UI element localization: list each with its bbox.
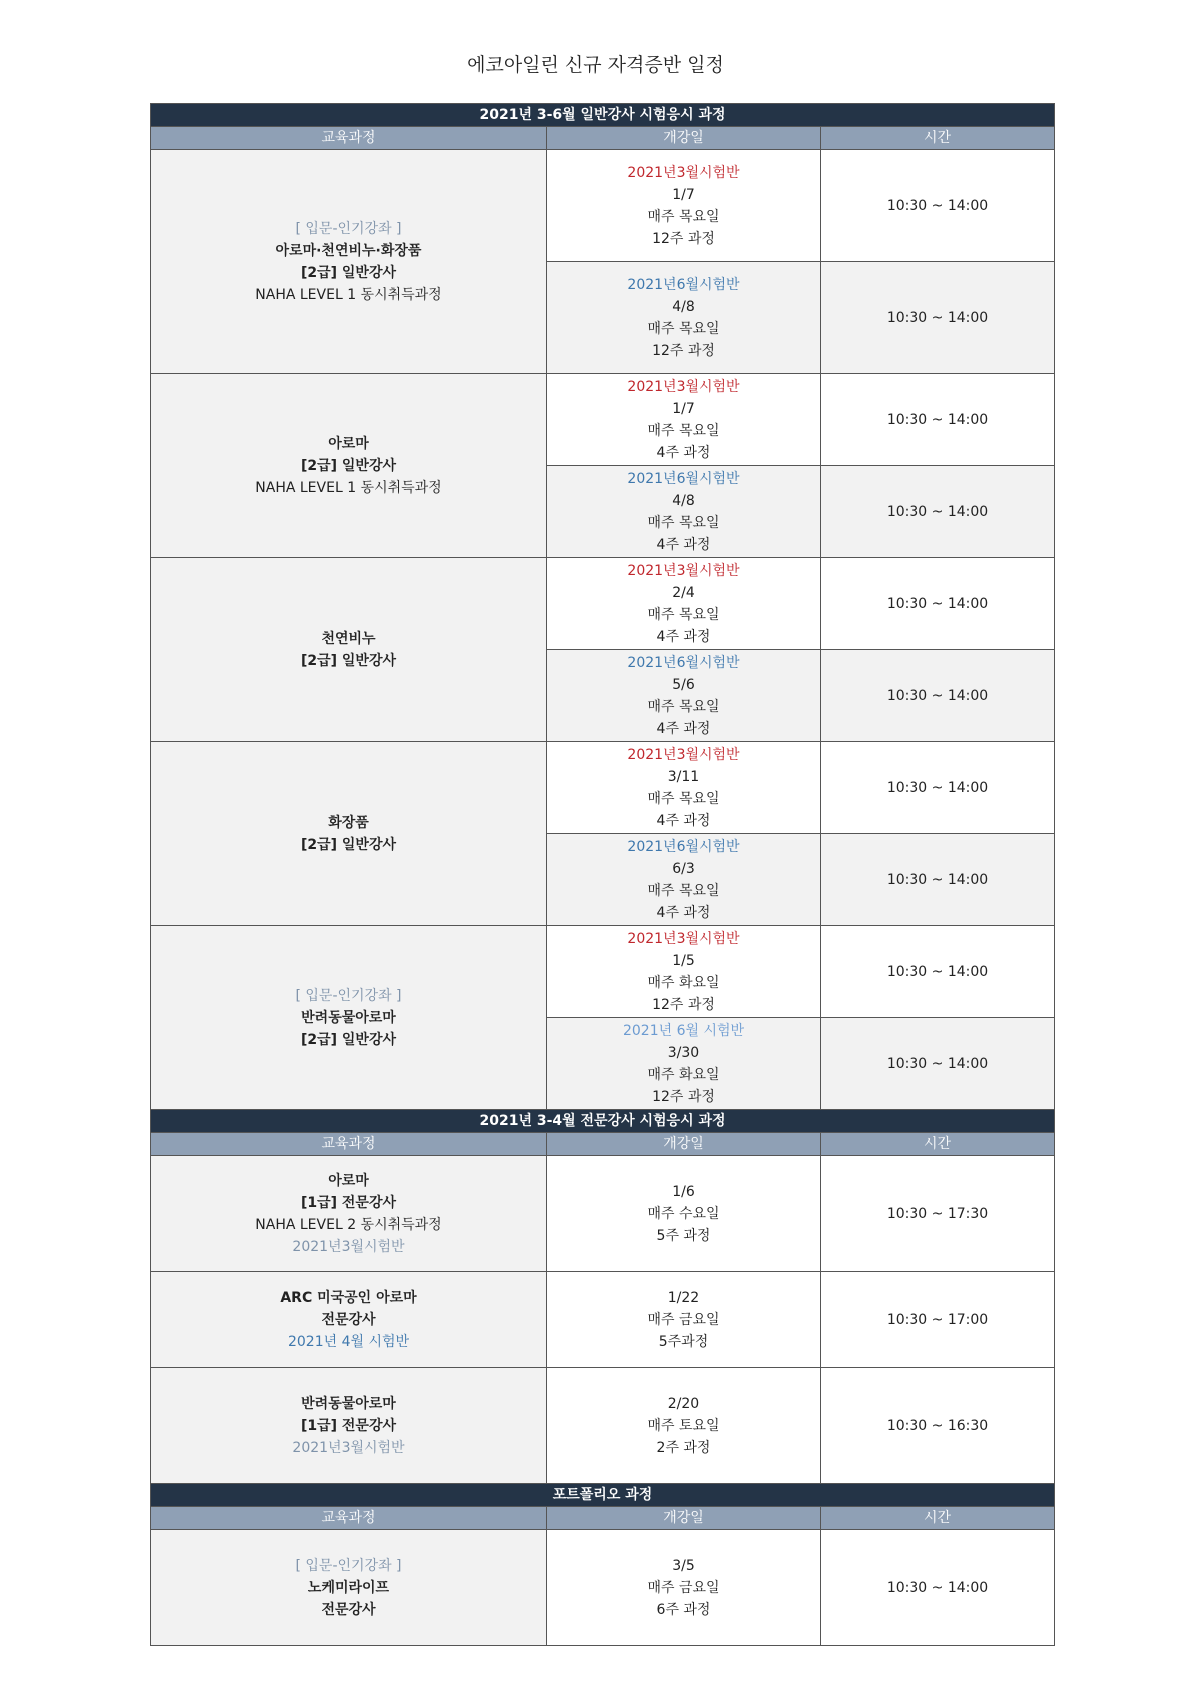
course-cell bbox=[151, 558, 547, 742]
time-cell: 10:30 ~ 14:00 bbox=[821, 262, 1055, 374]
start-date-cell bbox=[547, 1272, 821, 1368]
weekday: 매주 목요일 bbox=[647, 790, 720, 807]
time-cell: 10:30 ~ 16:30 bbox=[821, 1368, 1055, 1484]
start-date-cell bbox=[547, 262, 821, 374]
duration: 5주 과정 bbox=[656, 1227, 711, 1244]
weekday: 매주 금요일 bbox=[647, 1579, 720, 1596]
duration: 4주 과정 bbox=[656, 536, 711, 553]
course-name-line: 화장품 bbox=[328, 814, 369, 831]
column-header-row bbox=[151, 127, 1055, 150]
start-date-cell bbox=[547, 650, 821, 742]
course-name-line: NAHA LEVEL 1 동시취득과정 bbox=[255, 286, 442, 303]
start-date-cell bbox=[547, 150, 821, 262]
start-date: 2/4 bbox=[672, 584, 695, 601]
start-date-cell bbox=[547, 742, 821, 834]
table-row bbox=[151, 1530, 1055, 1646]
duration: 4주 과정 bbox=[656, 904, 711, 921]
course-name-line: 노케미라이프 bbox=[307, 1579, 390, 1596]
course-name-line: 반려동물아로마 bbox=[301, 1009, 396, 1026]
weekday: 매주 수요일 bbox=[647, 1205, 720, 1222]
table-row bbox=[151, 742, 1055, 834]
start-date-cell bbox=[547, 374, 821, 466]
course-name-line: [2급] 일반강사 bbox=[300, 1031, 397, 1048]
column-header-start-date: 개강일 bbox=[547, 127, 821, 150]
start-date: 2/20 bbox=[667, 1395, 700, 1412]
course-name-line: [2급] 일반강사 bbox=[300, 836, 397, 853]
table-row bbox=[151, 1156, 1055, 1272]
weekday: 매주 금요일 bbox=[647, 1311, 720, 1328]
exam-class-label: 2021년3월시험반 bbox=[627, 930, 740, 947]
duration: 12주 과정 bbox=[652, 342, 715, 359]
column-header-start-date: 개강일 bbox=[547, 1133, 821, 1156]
exam-class-label: 2021년3월시험반 bbox=[627, 164, 740, 181]
time-cell: 10:30 ~ 17:00 bbox=[821, 1272, 1055, 1368]
table-row bbox=[151, 926, 1055, 1018]
course-name-line: 아로마 bbox=[328, 435, 369, 452]
course-name-line: [1급] 전문강사 bbox=[300, 1417, 397, 1434]
course-name-line: [ 입문-인기강좌 ] bbox=[295, 220, 402, 237]
time-cell: 10:30 ~ 14:00 bbox=[821, 1530, 1055, 1646]
course-cell bbox=[151, 374, 547, 558]
section-header-row bbox=[151, 1110, 1055, 1133]
section-title: 포트폴리오 과정 bbox=[151, 1484, 1055, 1507]
start-date: 1/7 bbox=[672, 186, 695, 203]
exam-class-label: 2021년6월시험반 bbox=[627, 654, 740, 671]
schedule-table bbox=[150, 103, 1055, 1646]
course-name-line: NAHA LEVEL 2 동시취득과정 bbox=[255, 1216, 442, 1233]
table-row bbox=[151, 150, 1055, 262]
course-name-line: 전문강사 bbox=[321, 1311, 376, 1328]
weekday: 매주 목요일 bbox=[647, 514, 720, 531]
start-date: 5/6 bbox=[672, 676, 695, 693]
section-title: 2021년 3-6월 일반강사 시험응시 과정 bbox=[151, 104, 1055, 127]
course-cell bbox=[151, 1368, 547, 1484]
column-header-course: 교육과정 bbox=[151, 1133, 547, 1156]
exam-class-label: 2021년3월시험반 bbox=[627, 378, 740, 395]
time-cell: 10:30 ~ 14:00 bbox=[821, 150, 1055, 262]
start-date-cell bbox=[547, 466, 821, 558]
start-date: 1/7 bbox=[672, 400, 695, 417]
weekday: 매주 목요일 bbox=[647, 882, 720, 899]
document-title: 에코아일린 신규 자격증반 일정 bbox=[467, 54, 724, 76]
column-header-start-date: 개강일 bbox=[547, 1507, 821, 1530]
weekday: 매주 화요일 bbox=[647, 1066, 720, 1083]
time-cell: 10:30 ~ 14:00 bbox=[821, 926, 1055, 1018]
course-name-line: [2급] 일반강사 bbox=[300, 652, 397, 669]
start-date-cell bbox=[547, 926, 821, 1018]
duration: 4주 과정 bbox=[656, 628, 711, 645]
time-cell: 10:30 ~ 14:00 bbox=[821, 834, 1055, 926]
weekday: 매주 목요일 bbox=[647, 698, 720, 715]
course-cell bbox=[151, 1530, 547, 1646]
column-header-time: 시간 bbox=[821, 1507, 1055, 1530]
start-date-cell bbox=[547, 1530, 821, 1646]
exam-class-label: 2021년6월시험반 bbox=[627, 838, 740, 855]
table-row bbox=[151, 374, 1055, 466]
course-name-line: ARC 미국공인 아로마 bbox=[280, 1289, 417, 1306]
section-header-row bbox=[151, 1484, 1055, 1507]
duration: 5주과정 bbox=[658, 1333, 709, 1350]
course-name-line: NAHA LEVEL 1 동시취득과정 bbox=[255, 479, 442, 496]
course-name-line: [ 입문-인기강좌 ] bbox=[295, 987, 402, 1004]
course-name-line: 전문강사 bbox=[321, 1601, 376, 1618]
start-date-cell bbox=[547, 1018, 821, 1110]
course-name-line: 2021년 4월 시험반 bbox=[287, 1333, 410, 1350]
start-date: 1/5 bbox=[672, 952, 695, 969]
time-cell: 10:30 ~ 17:30 bbox=[821, 1156, 1055, 1272]
section-title: 2021년 3-4월 전문강사 시험응시 과정 bbox=[151, 1110, 1055, 1133]
exam-class-label: 2021년6월시험반 bbox=[627, 470, 740, 487]
weekday: 매주 목요일 bbox=[647, 606, 720, 623]
start-date: 6/3 bbox=[672, 860, 695, 877]
exam-class-label: 2021년6월시험반 bbox=[627, 276, 740, 293]
course-cell bbox=[151, 1272, 547, 1368]
duration: 6주 과정 bbox=[656, 1601, 711, 1618]
course-name-line: 아로마·천연비누·화장품 bbox=[275, 242, 422, 259]
course-name-line: [ 입문-인기강좌 ] bbox=[295, 1557, 402, 1574]
start-date: 4/8 bbox=[672, 492, 695, 509]
start-date: 3/11 bbox=[667, 768, 700, 785]
course-cell bbox=[151, 150, 547, 374]
exam-class-label: 2021년3월시험반 bbox=[627, 562, 740, 579]
course-cell bbox=[151, 926, 547, 1110]
time-cell: 10:30 ~ 14:00 bbox=[821, 650, 1055, 742]
duration: 4주 과정 bbox=[656, 720, 711, 737]
exam-class-label: 2021년 6월 시험반 bbox=[622, 1022, 745, 1039]
time-cell: 10:30 ~ 14:00 bbox=[821, 558, 1055, 650]
course-name-line: [2급] 일반강사 bbox=[300, 457, 397, 474]
start-date: 1/22 bbox=[667, 1289, 700, 1306]
time-cell: 10:30 ~ 14:00 bbox=[821, 1018, 1055, 1110]
start-date: 4/8 bbox=[672, 298, 695, 315]
course-name-line: 2021년3월시험반 bbox=[292, 1238, 405, 1255]
weekday: 매주 목요일 bbox=[647, 208, 720, 225]
duration: 4주 과정 bbox=[656, 444, 711, 461]
column-header-row bbox=[151, 1507, 1055, 1530]
column-header-time: 시간 bbox=[821, 127, 1055, 150]
time-cell: 10:30 ~ 14:00 bbox=[821, 742, 1055, 834]
time-cell: 10:30 ~ 14:00 bbox=[821, 466, 1055, 558]
column-header-course: 교육과정 bbox=[151, 127, 547, 150]
course-name-line: [2급] 일반강사 bbox=[300, 264, 397, 281]
column-header-course: 교육과정 bbox=[151, 1507, 547, 1530]
table-row bbox=[151, 558, 1055, 650]
course-cell bbox=[151, 742, 547, 926]
start-date: 3/30 bbox=[667, 1044, 700, 1061]
schedule-body bbox=[151, 104, 1055, 1646]
duration: 2주 과정 bbox=[656, 1439, 711, 1456]
section-header-row bbox=[151, 104, 1055, 127]
duration: 12주 과정 bbox=[652, 1088, 715, 1105]
course-cell bbox=[151, 1156, 547, 1272]
weekday: 매주 목요일 bbox=[647, 320, 720, 337]
duration: 12주 과정 bbox=[652, 230, 715, 247]
course-name-line: [1급] 전문강사 bbox=[300, 1194, 397, 1211]
table-row bbox=[151, 1272, 1055, 1368]
time-cell: 10:30 ~ 14:00 bbox=[821, 374, 1055, 466]
weekday: 매주 화요일 bbox=[647, 974, 720, 991]
course-name-line: 아로마 bbox=[328, 1172, 369, 1189]
start-date-cell bbox=[547, 558, 821, 650]
column-header-time: 시간 bbox=[821, 1133, 1055, 1156]
course-name-line: 반려동물아로마 bbox=[301, 1395, 396, 1412]
start-date-cell bbox=[547, 1368, 821, 1484]
exam-class-label: 2021년3월시험반 bbox=[627, 746, 740, 763]
course-name-line: 2021년3월시험반 bbox=[292, 1439, 405, 1456]
duration: 4주 과정 bbox=[656, 812, 711, 829]
weekday: 매주 목요일 bbox=[647, 422, 720, 439]
column-header-row bbox=[151, 1133, 1055, 1156]
course-name-line: 천연비누 bbox=[321, 630, 376, 647]
table-row bbox=[151, 1368, 1055, 1484]
duration: 12주 과정 bbox=[652, 996, 715, 1013]
start-date-cell bbox=[547, 834, 821, 926]
start-date-cell bbox=[547, 1156, 821, 1272]
start-date: 3/5 bbox=[672, 1557, 695, 1574]
weekday: 매주 토요일 bbox=[647, 1417, 720, 1434]
start-date: 1/6 bbox=[672, 1183, 695, 1200]
